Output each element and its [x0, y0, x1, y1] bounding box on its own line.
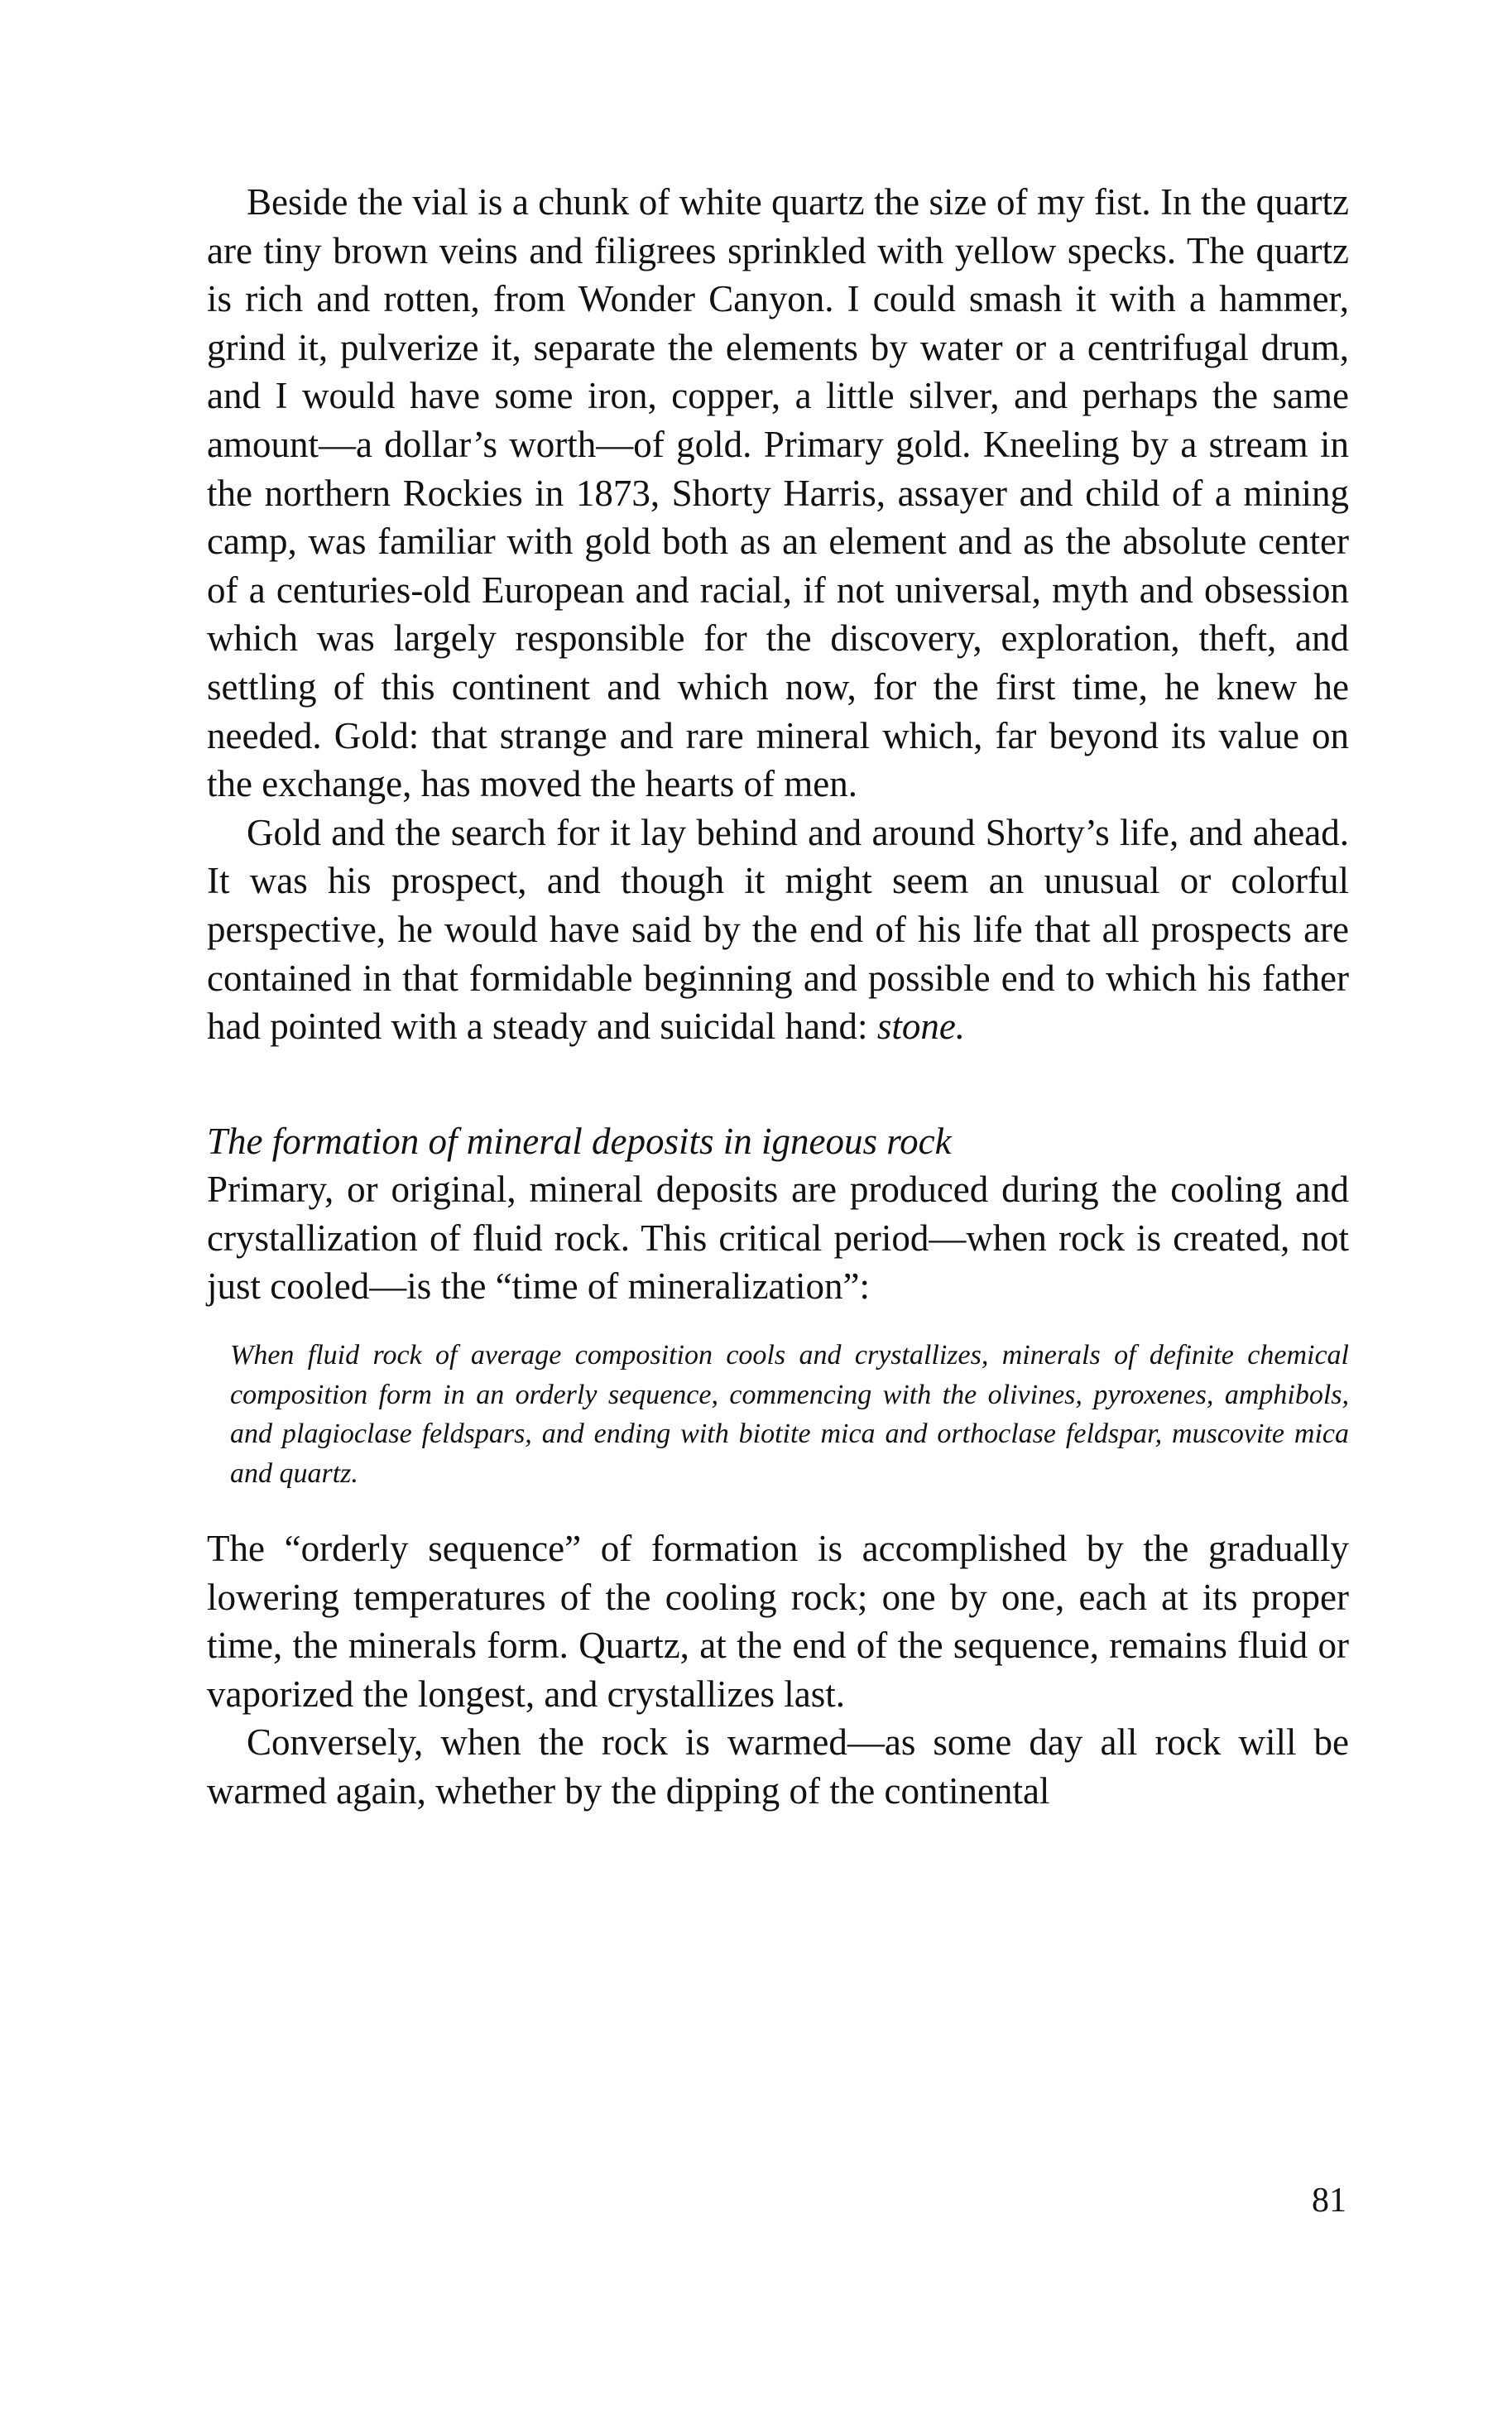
block-quote: When fluid rock of average composition cools and crystallizes, minerals of definite chemical composition form in an orderly sequence, commencing with the olivines, pyroxenes, amphibols, and plagioclase feldspars, and ending with biotite mica and orthoclase feldspar, muscovite mica and quartz.: [230, 1340, 1349, 1489]
paragraph-quartz: Beside the vial is a chunk of white quartz the size of my fist. In the quartz are tiny brown veins and filigrees sprinkled with yellow specks. The quartz is rich and rotten, from Wonder Canyon. I could smash it with a hammer, grind it, pulverize it, separate the elements by water or a centrifugal drum, and I would have some iron, copper, a little silver, and perhaps the same amount—a dollar’s worth—of gold. Primary gold. Kneeling by a stream in the northern Rockies in 1873, Shorty Harris, assayer and child of a mining camp, was familiar with gold both as an element and as the absolute center of a centuries-old European and racial, if not universal, myth and obsession which was largely responsible for the discovery, exploration, theft, and settling of this continent and which now, for the first time, he knew he needed. Gold: that strange and rare mineral which, far beyond its value on the exchange, has moved the hearts of men.: [207, 181, 1349, 805]
paragraph-gold-search: [207, 809, 1349, 1051]
section-heading: The formation of mineral deposits in igneous rock: [207, 1120, 952, 1162]
paragraph-gold-search-italic: stone.: [876, 1006, 966, 1048]
paragraph-conversely: Conversely, when the rock is warmed—as some day all rock will be warmed again, whether by the dipping of the continental: [207, 1721, 1349, 1812]
paragraph-orderly-sequence: The “orderly sequence” of formation is accomplished by the gradually lowering temperatures of the cooling rock; one by one, each at its proper time, the minerals form. Quartz, at the end of the sequence, remains fluid or vaporized the longest, and crystallizes last.: [207, 1528, 1349, 1715]
paragraph-gold-search-text: Gold and the search for it lay behind and around Shorty’s life, and ahead. It was his prospect, and though it might seem an unusual or colorful perspective, he would have said by the end of his life that all prospects are contained in that formidable beginning and possible end to which his father had pointed with a steady and suicidal hand:: [207, 811, 1349, 1048]
page-body: [207, 178, 1349, 1816]
page-number: 81: [1312, 2182, 1346, 2220]
paragraph-primary-deposits: Primary, or original, mineral deposits are produced during the cooling and crystallization of fluid rock. This critical period—when rock is created, not just cooled—is the “time of mineralization”:: [207, 1169, 1349, 1308]
